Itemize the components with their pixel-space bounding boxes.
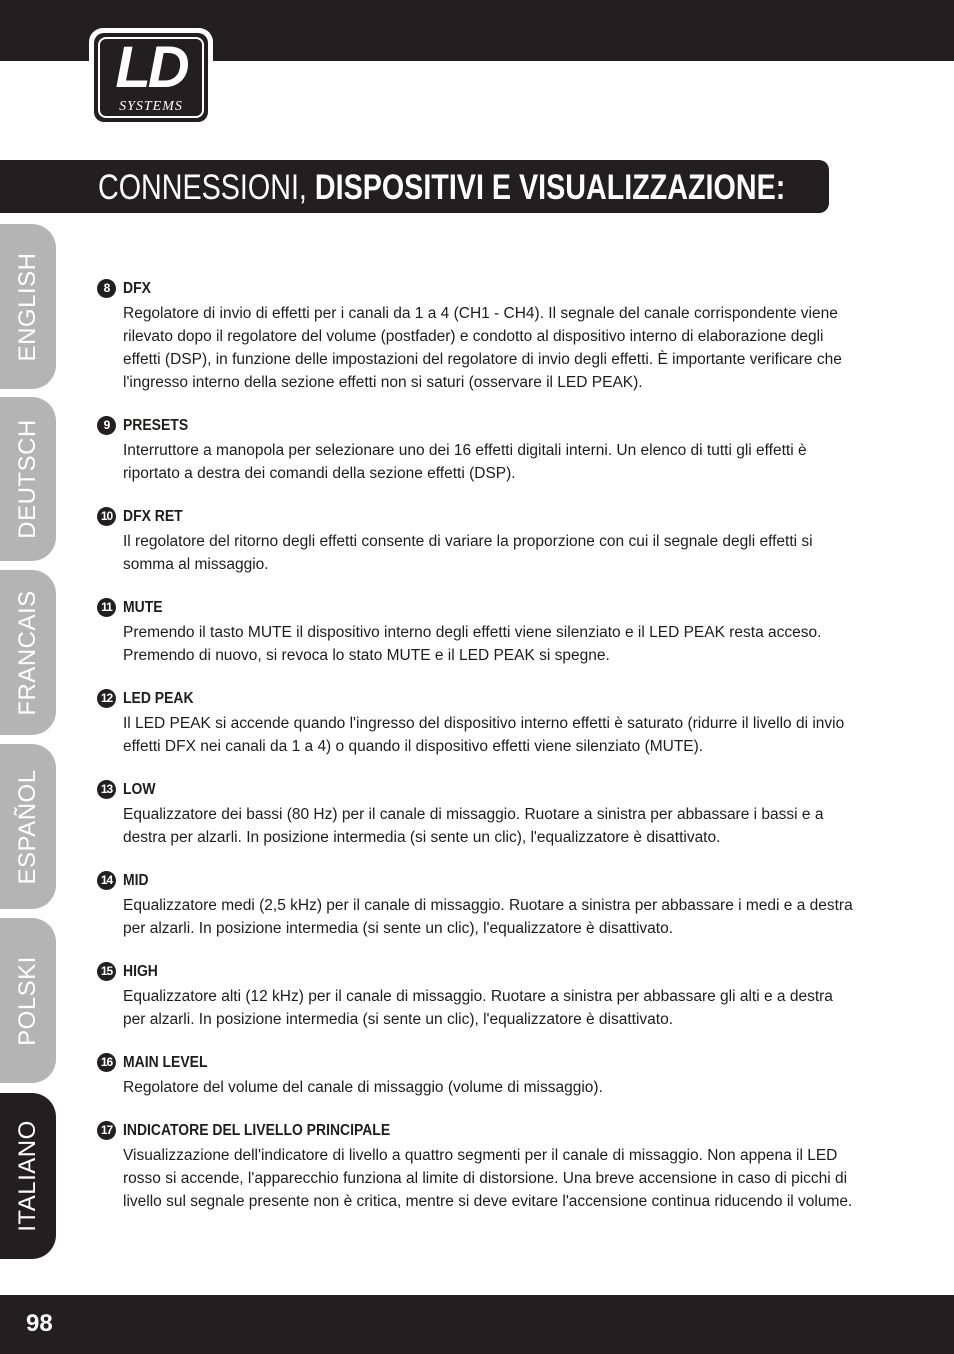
tab-deutsch[interactable] — [0, 397, 56, 561]
bottom-bar — [0, 1295, 954, 1354]
item-number-badge: 12 — [97, 689, 116, 708]
list-item — [97, 962, 857, 1031]
item-description: Equalizzatore alti (12 kHz) per il canale di missaggio. Ruotare a sinistra per abbassare gli alti e a destra per alzarli. In posizione intermedia (si sente un clic), l'equalizzatore è disattivato. — [123, 988, 833, 1028]
item-description: Il regolatore del ritorno degli effetti consente di variare la proporzione con cui il segnale degli effetti si somma al missaggio. — [123, 533, 813, 573]
list-item — [97, 1121, 857, 1213]
list-item — [97, 871, 857, 940]
section-title-light: CONNESSIONI, — [98, 168, 315, 207]
item-title: LED PEAK — [123, 690, 194, 707]
list-item — [97, 1053, 857, 1099]
item-number-badge: 14 — [97, 871, 116, 890]
item-number-badge: 17 — [97, 1121, 116, 1140]
tab-label: ESPAÑOL — [14, 768, 41, 885]
logo-main-text: LD — [115, 35, 187, 100]
section-title — [98, 160, 785, 216]
item-title: MAIN LEVEL — [123, 1054, 208, 1071]
list-item — [97, 780, 857, 849]
item-description: Visualizzazione dell'indicatore di livello a quattro segmenti per il canale di missaggio. Non appena il LED rosso si accende, l'apparecchio funziona al limite di distorsione. Una breve accensione in caso di picchi di livello sul segnale presente non è critica, mentre si deve evitare l'accensione continua riducendo il volume. — [123, 1147, 853, 1210]
item-number-badge: 13 — [97, 780, 116, 799]
item-number-badge: 10 — [97, 507, 116, 526]
item-number-badge: 8 — [97, 279, 116, 298]
item-title: DFX RET — [123, 508, 183, 525]
item-description: Premendo il tasto MUTE il dispositivo interno degli effetti viene silenziato e il LED PEAK resta acceso. Premendo di nuovo, si revoca lo stato MUTE e il LED PEAK si spegne. — [123, 624, 822, 664]
list-item — [97, 598, 857, 667]
page-number: 98 — [26, 1310, 53, 1337]
item-description: Regolatore di invio di effetti per i canali da 1 a 4 (CH1 - CH4). Il segnale del canale corrispondente viene rilevato dopo il regolatore del volume (postfader) e condotto al dispositivo interno di elaborazione degli effetti (DSP), in funzione delle impostazioni del regolatore di invio degli effetti. È importante verificare che l'ingresso interno della sezione effetti non si saturi (osservare il LED PEAK). — [123, 305, 842, 391]
list-item — [97, 416, 857, 485]
item-title: LOW — [123, 781, 156, 798]
list-item — [97, 507, 857, 576]
tab-label: FRANCAIS — [14, 589, 41, 716]
item-title: INDICATORE DEL LIVELLO PRINCIPALE — [123, 1122, 391, 1139]
item-title: MUTE — [123, 599, 163, 616]
logo-badge — [94, 33, 208, 122]
tab-espanol[interactable] — [0, 744, 56, 909]
list-item — [97, 689, 857, 758]
item-title: HIGH — [123, 963, 158, 980]
tab-polski[interactable] — [0, 918, 56, 1083]
content — [97, 279, 857, 1235]
item-number-badge: 11 — [97, 598, 116, 617]
item-description: Equalizzatore dei bassi (80 Hz) per il canale di missaggio. Ruotare a sinistra per abbassare i bassi e a destra per alzarli. In posizione intermedia (si sente un clic), l'equalizzatore è disattivato. — [123, 806, 824, 846]
item-title: PRESETS — [123, 417, 189, 434]
item-description: Regolatore del volume del canale di missaggio (volume di missaggio). — [123, 1079, 603, 1096]
item-number-badge: 16 — [97, 1053, 116, 1072]
tab-label: DEUTSCH — [14, 419, 41, 539]
item-description: Interruttore a manopola per selezionare uno dei 16 effetti digitali interni. Un elenco di tutti gli effetti è riportato a destra dei comandi della sezione effetti (DSP). — [123, 442, 807, 482]
item-number-badge: 15 — [97, 962, 116, 981]
item-number-badge: 9 — [97, 416, 116, 435]
ld-systems-logo — [89, 28, 213, 127]
section-title-bar — [0, 160, 829, 213]
section-title-bold: DISPOSITIVI E VISUALIZZAZIONE: — [314, 168, 786, 207]
tab-label: ENGLISH — [14, 252, 41, 361]
item-description: Il LED PEAK si accende quando l'ingresso del dispositivo interno effetti è saturato (ridurre il livello di invio effetti DFX nei canali da 1 a 4) o quando il dispositivo effetti viene silenziato (MUTE). — [123, 715, 845, 755]
tab-english[interactable] — [0, 224, 56, 389]
item-description: Equalizzatore medi (2,5 kHz) per il canale di missaggio. Ruotare a sinistra per abbassare i medi e a destra per alzarli. In posizione intermedia (si sente un clic), l'equalizzatore è disattivato. — [123, 897, 853, 937]
tab-italiano[interactable] — [0, 1093, 56, 1259]
tab-francais[interactable] — [0, 570, 56, 735]
logo-sub-text: SYSTEMS — [119, 99, 183, 114]
tab-label: POLSKI — [14, 955, 41, 1046]
list-item — [97, 279, 857, 394]
item-title: DFX — [123, 280, 151, 297]
item-title: MID — [123, 872, 149, 889]
tab-label: ITALIANO — [14, 1120, 41, 1232]
